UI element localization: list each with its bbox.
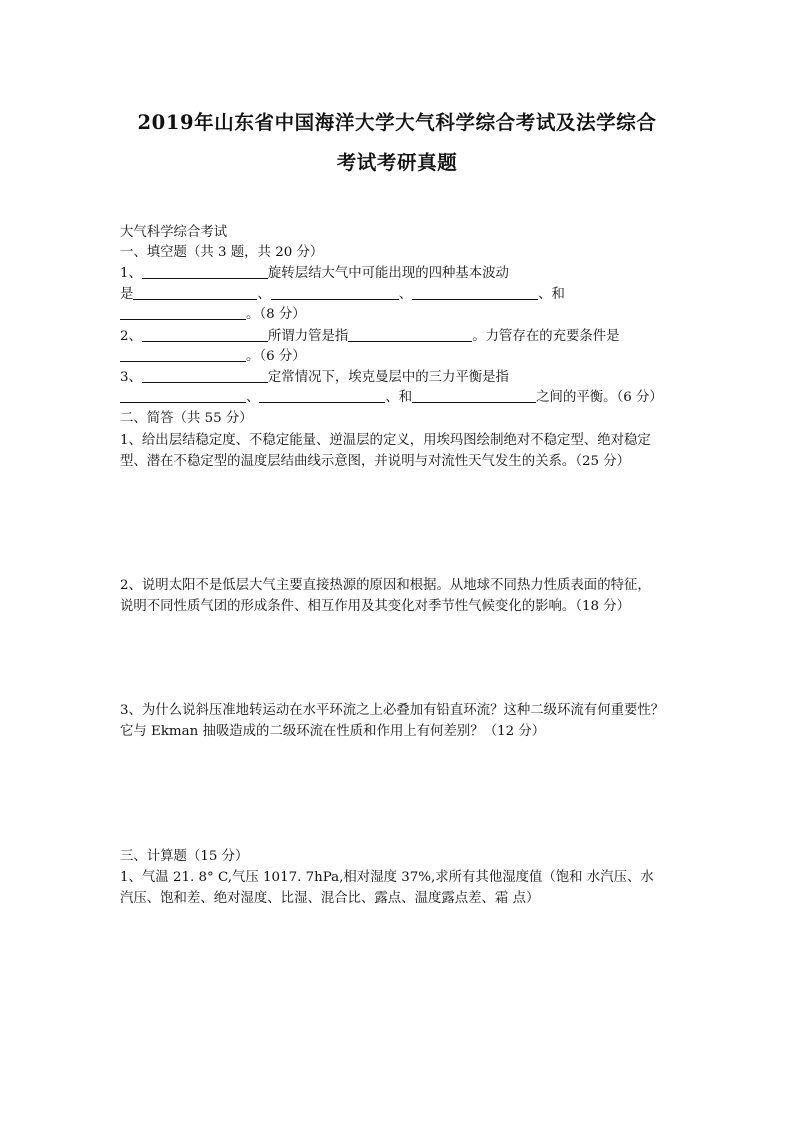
document-title-line-1: 2019年山东省中国海洋大学大气科学综合考试及法学综合 bbox=[137, 111, 657, 134]
q2-end: 。（6 分） bbox=[246, 349, 306, 364]
q3-text-a: 定常情况下，埃克曼层中的三力平衡是指 bbox=[267, 370, 509, 385]
q1-number: 1、 bbox=[120, 266, 142, 281]
section2-heading: 二、简答（共 55 分） bbox=[120, 411, 253, 426]
q2-blank-3 bbox=[120, 347, 246, 362]
q2-number: 2、 bbox=[120, 329, 142, 344]
q3-blank-4 bbox=[412, 388, 536, 403]
short-answer-1-line-2: 型、潜在不稳定型的温度层结曲线示意图，并说明与对流性天气发生的关系。（25 分） bbox=[120, 454, 631, 469]
section1-heading: 一、填空题（共 3 题，共 20 分） bbox=[120, 245, 324, 260]
fill-question-2-line-2 bbox=[120, 347, 306, 367]
q1-blank-3 bbox=[271, 285, 399, 300]
fill-question-3-line-1 bbox=[120, 368, 509, 388]
calc-question-1-line-1: 1、气温 21. 8° C,气压 1017. 7hPa,相对湿度 37%,求所有其他湿度值（饱和 水汽压、水 bbox=[120, 870, 654, 885]
short-answer-3-line-1: 3、为什么说斜压准地转运动在水平环流之上必叠加有铅直环流？这种二级环流有何重要性？ bbox=[120, 703, 665, 718]
fill-question-1-line-3 bbox=[120, 305, 306, 325]
q3-sep-2: 、和 bbox=[385, 390, 413, 405]
q1-blank-5 bbox=[120, 305, 246, 320]
calc-question-1-line-2: 汽压、饱和差、绝对湿度、比湿、混合比、露点、温度露点差、霜 点） bbox=[120, 891, 540, 906]
q1-blank-1 bbox=[142, 264, 268, 279]
fill-question-2-line-1 bbox=[120, 327, 620, 347]
document-title-line-2: 考试考研真题 bbox=[336, 151, 458, 174]
exam-name: 大气科学综合考试 bbox=[120, 225, 228, 240]
q3-blank-2 bbox=[120, 388, 246, 403]
short-answer-3-line-2: 它与 Ekman 抽吸造成的二级环流在性质和作用上有何差别？（12 分） bbox=[120, 724, 546, 739]
q2-text-a: 所谓力管是指 bbox=[267, 329, 349, 344]
q1-sep-2: 、 bbox=[398, 287, 413, 302]
fill-question-1-line-2 bbox=[120, 285, 565, 305]
short-answer-2-line-1: 2、说明太阳不是低层大气主要直接热源的原因和根据。从地球不同热力性质表面的特征， bbox=[120, 578, 651, 593]
q3-blank-3 bbox=[259, 388, 385, 403]
q3-end: 之间的平衡。（6 分） bbox=[536, 390, 663, 405]
q1-sep-1: 、 bbox=[257, 287, 271, 302]
q2-blank-1 bbox=[142, 327, 268, 342]
q1-text-a: 旋转层结大气中可能出现的四种基本波动 bbox=[267, 266, 509, 281]
fill-question-3-line-2 bbox=[120, 388, 663, 408]
q1-text-b: 是 bbox=[120, 287, 134, 302]
section3-heading: 三、计算题（15 分） bbox=[120, 849, 249, 864]
q1-blank-4 bbox=[412, 285, 538, 300]
short-answer-2-line-2: 说明不同性质气团的形成条件、相互作用及其变化对季节性气候变化的影响。（18 分） bbox=[120, 599, 631, 614]
q3-number: 3、 bbox=[120, 370, 142, 385]
q3-sep-1: 、 bbox=[246, 390, 260, 405]
q1-sep-3: 、和 bbox=[538, 287, 565, 302]
q1-blank-2 bbox=[133, 285, 257, 300]
q3-blank-1 bbox=[142, 368, 268, 383]
q1-end: 。（8 分） bbox=[246, 307, 306, 322]
q2-text-b: 。力管存在的充要条件是 bbox=[472, 329, 620, 344]
short-answer-1-line-1: 1、给出层结稳定度、不稳定能量、逆温层的定义，用埃玛图绘制绝对不稳定型、绝对稳定 bbox=[120, 433, 651, 448]
fill-question-1-line-1 bbox=[120, 264, 509, 284]
q2-blank-2 bbox=[348, 327, 472, 342]
